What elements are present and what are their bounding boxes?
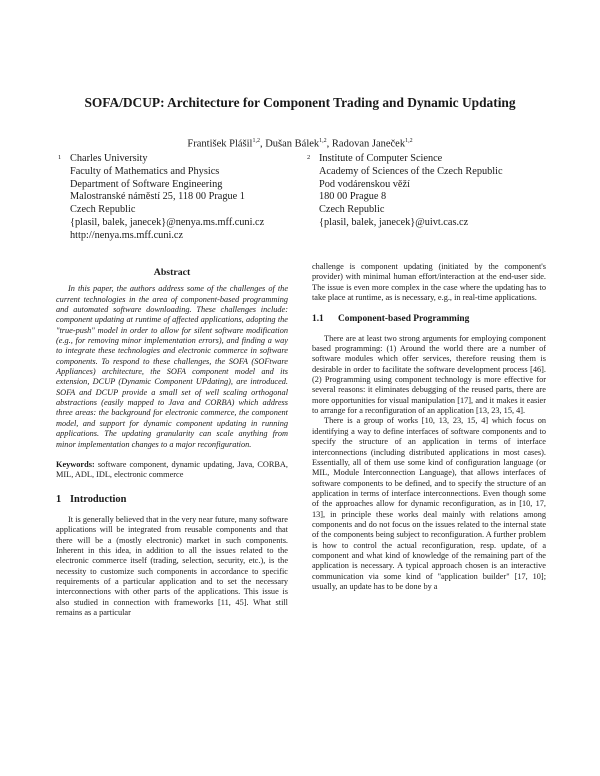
abstract-text: In this paper, the authors address some of the challenges of the current technologies in the area of component-based programming and automated software downloading. These challenges include: component updating at runtime of affected applications, adopting the "true-push" model in order to allow for silent software modification (e.g., for removing minor implementation errors), and finding a way to integrate these technologies and electronic commerce in software components. To respond to these challenges, the SOFA (SOFtware Appliances) architecture, the SOFA component model and its extension, DCUP (Dynamic Component UPdating), are introduced. SOFA and DCUP provide a small set of well scaling orthogonal abstractions (easily mapped to Java and CORBA) which address three areas: the background for electronic commerce, the component model, and support for dynamic component updating in running applications. The updating granularity can scale anything from minor implementation changes to a major reconfiguration. bbox=[56, 284, 288, 449]
affiliation-line: 180 00 Prague 8 bbox=[319, 191, 387, 203]
affiliation-email: {plasil, balek, janecek}@uivt.cas.cz bbox=[319, 216, 469, 228]
subsection-number: 1.1 bbox=[312, 314, 324, 325]
author-list bbox=[0, 138, 600, 150]
affiliation-line: Faculty of Mathematics and Physics bbox=[70, 165, 220, 177]
author-name: František Plášil bbox=[187, 138, 253, 150]
body-paragraph: It is generally believed that in the very near future, many software applications will be integrated from reusable components and that there will be a (mostly electronic) market in such components. Inherent in this idea, in addition to all the issues related to the electronic commerce itself (trading, selection, security, etc.), is the necessity to customize such components in accordance to specific requirements of a particular application and to set the necessary interconnections with other parts of the applications. This issue is also studied in connection with frameworks [11, 45]. What still remains as a particular bbox=[56, 514, 288, 617]
paper-title: SOFA/DCUP: Architecture for Component Trading and Dynamic Updating bbox=[84, 95, 516, 110]
author-affiliation-mark: 1,2 bbox=[252, 138, 260, 144]
section-number: 1 bbox=[56, 493, 62, 505]
author-name: Radovan Janeček bbox=[331, 138, 406, 150]
affiliation-line: Czech Republic bbox=[319, 204, 385, 216]
affiliation-line: Charles University bbox=[70, 153, 148, 164]
author-affiliation-mark: 1,2 bbox=[405, 138, 413, 144]
abstract-heading: Abstract bbox=[153, 267, 191, 278]
author-name: Dušan Bálek bbox=[265, 138, 320, 150]
body-paragraph: challenge is component updating (initiated by the component's provider) with minimal human effort/interaction at the end-user side. The issue is even more complex in the case where the updating has to take place at runtime, as is necessary, e.g., in real-time applications. bbox=[312, 262, 546, 303]
body-paragraph: There is a group of works [10, 13, 23, 15, 4] which focus on identifying a way to define interfaces of software components and to specify the structure of an application in terms of interface interconnections (including distributed applications in most cases). Essentially, all of them use some kind of configuration language (or MIL, Module Interconnection Language), that allows interfaces of software components to be defined, and to specify the structure of an application in terms of interface interconnections. Even though some of the approaches allow for dynamic reconfiguration, as in [10, 17, 13], in principle these works deal mainly with relations among components and do not focus on the issues related to the internal state of the components being subject to reconfiguration. A further problem is how to control the actual reconfiguration, resp. update, of a component and what kind of knowledge of the remaining part of the application is necessary. A typical approach chosen is an interactive communication via some kind of "application builder" [17, 10]; usually, an update has to be done by a bbox=[312, 416, 546, 591]
affiliation-email: {plasil, balek, janecek}@nenya.ms.mff.cuni.cz bbox=[70, 216, 265, 228]
subsection-title: Component-based Programming bbox=[338, 314, 470, 325]
affiliation-url: http://nenya.ms.mff.cuni.cz bbox=[70, 229, 184, 241]
body-paragraph: There are at least two strong arguments for employing component based programming: (1) Around the world there are a number of software modules which offer services, therefore reusing them is desirable in order to facilitate the software development process [46]. (2) Programming using component technology is more effective for several reasons: it eliminates debugging of the reused parts, there are more opportunities for visual manipulation [17], and it makes it easier to arrange for a reconfiguration of an application [13, 23, 15, 4]. bbox=[312, 333, 546, 416]
affiliation-line: Institute of Computer Science bbox=[319, 153, 443, 164]
section-heading bbox=[56, 495, 288, 505]
affiliation-line: Department of Software Engineering bbox=[70, 178, 223, 190]
section-title: Introduction bbox=[70, 493, 127, 505]
subsection-heading bbox=[312, 314, 546, 324]
keywords-text: software component, dynamic updating, Java, CORBA, MIL, ADL, IDL, electronic commerce bbox=[56, 459, 289, 480]
left-column bbox=[56, 262, 288, 618]
affiliation-line: Czech Republic bbox=[70, 204, 136, 216]
affiliation-1 bbox=[58, 153, 265, 243]
affiliation-number: 1 bbox=[58, 154, 62, 161]
author-affiliation-mark: 1,2 bbox=[319, 138, 327, 144]
affiliation-line: Academy of Sciences of the Czech Republic bbox=[319, 165, 503, 177]
affiliation-line: Malostranské náměstí 25, 118 00 Prague 1 bbox=[70, 191, 245, 203]
keywords-label: Keywords: bbox=[56, 459, 95, 469]
affiliation-line: Pod vodárenskou věží bbox=[319, 178, 410, 190]
author-separator: , bbox=[326, 138, 332, 150]
keywords bbox=[56, 460, 288, 481]
affiliation-2 bbox=[307, 153, 503, 230]
author-separator: , bbox=[259, 138, 266, 150]
right-column bbox=[312, 262, 546, 592]
affiliation-number: 2 bbox=[307, 154, 311, 161]
